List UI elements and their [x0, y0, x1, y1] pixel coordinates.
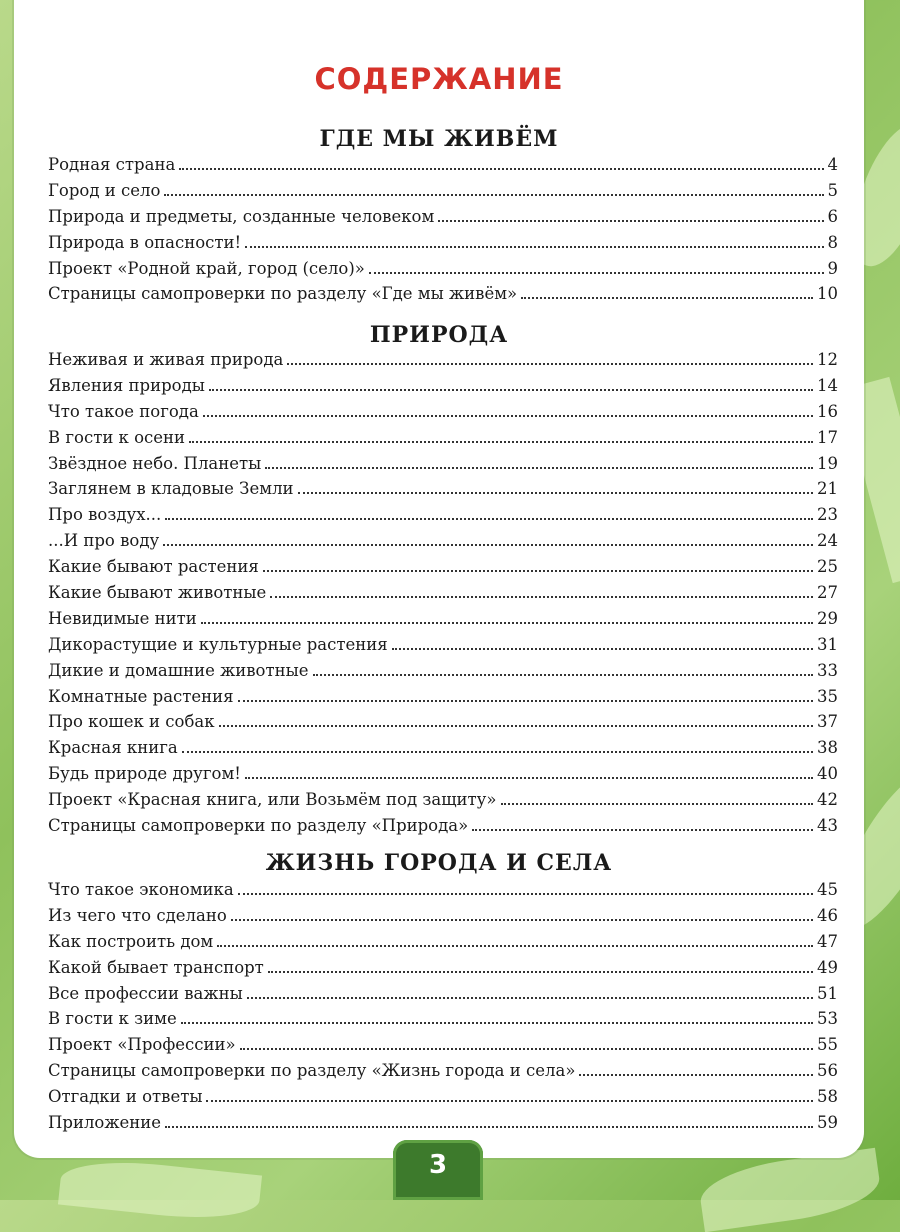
toc-entry-label: Проект «Родной край, город (село)»	[48, 258, 365, 278]
toc-entry-page: 9	[827, 258, 838, 278]
section-title: ПРИРОДА	[369, 322, 509, 348]
toc-entry-label: Из чего что сделано	[48, 905, 227, 925]
toc-entry-page: 19	[817, 453, 838, 473]
toc-entry-page: 46	[817, 905, 838, 925]
toc-entry-label: Приложение	[48, 1113, 162, 1133]
toc-entry-label: Красная книга	[48, 738, 178, 758]
toc-entry-page: 12	[817, 350, 838, 369]
toc-entry-page: 14	[817, 375, 838, 395]
dot-leader	[206, 1100, 813, 1102]
background-leaf	[58, 1155, 262, 1226]
toc-entry-label: Родная страна	[48, 155, 176, 174]
toc-entry-page: 37	[817, 712, 838, 732]
dot-leader	[521, 297, 813, 299]
toc-entry-page: 16	[817, 401, 838, 421]
toc-entry-label: Природа и предметы, созданные человеком	[48, 206, 435, 226]
toc-entry[interactable]	[48, 479, 838, 505]
toc-entry-page: 17	[817, 427, 838, 447]
toc-entry[interactable]	[48, 764, 838, 790]
dot-leader	[240, 1048, 813, 1050]
toc-entry-page: 59	[817, 1113, 838, 1133]
toc-entry-label: Как построить дом	[48, 931, 214, 951]
toc-entry-label: Природа в опасности!	[48, 232, 242, 252]
dot-leader	[265, 467, 813, 469]
toc-section-3	[48, 880, 838, 1139]
toc-entry[interactable]	[48, 906, 838, 932]
toc-entry-page: 42	[817, 790, 838, 810]
toc-entry-page: 53	[817, 1009, 838, 1029]
toc-entry[interactable]	[48, 609, 838, 635]
toc-entry-label: Проект «Красная книга, или Возьмём под защиту»	[48, 790, 497, 810]
toc-entry[interactable]	[48, 181, 838, 207]
toc-entry-page: 49	[817, 957, 838, 977]
toc-entry-page: 51	[817, 983, 838, 1003]
toc-entry[interactable]	[48, 984, 838, 1010]
toc-entry-page: 23	[817, 505, 838, 525]
dot-leader	[270, 596, 813, 598]
toc-entry[interactable]	[48, 376, 838, 402]
toc-entry-page: 33	[817, 660, 838, 680]
toc-entry-label: В гости к зиме	[48, 1009, 177, 1029]
dot-leader	[231, 919, 813, 921]
dot-leader	[182, 751, 813, 753]
toc-entry-label: Проект «Профессии»	[48, 1035, 236, 1055]
toc-entry-page: 10	[817, 284, 838, 304]
toc-entry[interactable]	[48, 284, 838, 310]
toc-entry-page: 25	[817, 557, 838, 577]
dot-leader	[181, 1022, 813, 1024]
toc-entry[interactable]	[48, 661, 838, 687]
toc-entry-label: ...И про воду	[48, 531, 160, 551]
toc-entry[interactable]	[48, 687, 838, 713]
toc-entry-page: 29	[817, 608, 838, 628]
toc-entry-label: Страницы самопроверки по разделу «Жизнь города и села»	[48, 1061, 576, 1081]
toc-entry-label: Что такое экономика	[48, 880, 234, 899]
toc-entry-label: Что такое погода	[48, 401, 199, 421]
dot-leader	[164, 194, 823, 196]
toc-entry[interactable]	[48, 259, 838, 285]
toc-entry-label: Отгадки и ответы	[48, 1087, 203, 1107]
content-page	[14, 0, 864, 1158]
toc-entry[interactable]	[48, 1087, 838, 1113]
toc-entry[interactable]	[48, 790, 838, 816]
toc-entry[interactable]	[48, 428, 838, 454]
toc-entry-label: Страницы самопроверки по разделу «Природа»	[48, 816, 469, 836]
toc-entry-label: Неживая и живая природа	[48, 350, 284, 369]
toc-entry[interactable]	[48, 402, 838, 428]
toc-entry[interactable]	[48, 155, 838, 181]
page-number: 3	[428, 1150, 448, 1180]
toc-entry-label: Явления природы	[48, 375, 205, 395]
toc-entry-label: Какой бывает транспорт	[48, 957, 264, 977]
dot-leader	[298, 492, 813, 494]
toc-entry-label: Будь природе другом!	[48, 764, 241, 784]
toc-entry[interactable]	[48, 635, 838, 661]
background-leaf	[697, 1148, 884, 1232]
dot-leader	[268, 971, 813, 973]
toc-entry[interactable]	[48, 932, 838, 958]
toc-entry-page: 55	[817, 1035, 838, 1055]
toc-entry[interactable]	[48, 880, 838, 906]
toc-section-1	[48, 155, 838, 310]
toc-entry-page: 56	[817, 1061, 838, 1081]
page-number-tab	[393, 1140, 483, 1200]
toc-entry-page: 8	[827, 232, 838, 252]
dot-leader	[438, 220, 823, 222]
toc-entry[interactable]	[48, 557, 838, 583]
dot-leader	[219, 725, 813, 727]
dot-leader	[209, 389, 813, 391]
toc-entry-page: 43	[817, 816, 838, 836]
toc-entry-page: 47	[817, 931, 838, 951]
toc-entry[interactable]	[48, 1009, 838, 1035]
dot-leader	[287, 363, 813, 365]
toc-entry-label: Звёздное небо. Планеты	[48, 453, 262, 473]
dot-leader	[238, 893, 813, 895]
toc-entry-label: Все профессии важны	[48, 983, 243, 1003]
dot-leader	[245, 246, 823, 248]
toc-entry-label: Страницы самопроверки по разделу «Где мы живём»	[48, 284, 518, 304]
toc-entry-page: 31	[817, 634, 838, 654]
toc-entry[interactable]	[48, 233, 838, 259]
dot-leader	[201, 622, 813, 624]
toc-entry[interactable]	[48, 583, 838, 609]
toc-entry-label: Какие бывают животные	[48, 583, 267, 603]
dot-leader	[179, 168, 823, 170]
dot-leader	[217, 945, 813, 947]
section-title: ГДЕ МЫ ЖИВЁМ	[319, 126, 559, 152]
toc-entry[interactable]	[48, 958, 838, 984]
dot-leader	[369, 272, 824, 274]
toc-entry[interactable]	[48, 505, 838, 531]
toc-entry-page: 5	[827, 180, 838, 200]
toc-entry-page: 58	[817, 1087, 838, 1107]
dot-leader	[245, 777, 813, 779]
toc-entry[interactable]	[48, 350, 838, 376]
toc-entry[interactable]	[48, 1061, 838, 1087]
dot-leader	[165, 518, 813, 520]
toc-entry-page: 27	[817, 583, 838, 603]
toc-entry-page: 24	[817, 531, 838, 551]
toc-entry-page: 4	[827, 155, 838, 174]
toc-entry-label: Дикие и домашние животные	[48, 660, 309, 680]
toc-entry-label: Комнатные растения	[48, 686, 234, 706]
toc-entry[interactable]	[48, 454, 838, 480]
toc-entry[interactable]	[48, 1035, 838, 1061]
toc-entry[interactable]	[48, 207, 838, 233]
toc-entry-page: 40	[817, 764, 838, 784]
dot-leader	[263, 570, 813, 572]
toc-entry-label: Про воздух...	[48, 505, 162, 525]
toc-entry[interactable]	[48, 712, 838, 738]
toc-entry-page: 6	[827, 206, 838, 226]
dot-leader	[165, 1126, 813, 1128]
toc-entry[interactable]	[48, 816, 838, 842]
toc-entry-page: 35	[817, 686, 838, 706]
dot-leader	[247, 997, 813, 999]
dot-leader	[189, 441, 813, 443]
dot-leader	[203, 415, 813, 417]
toc-entry-label: Какие бывают растения	[48, 557, 259, 577]
dot-leader	[579, 1074, 813, 1076]
dot-leader	[392, 648, 813, 650]
toc-entry[interactable]	[48, 531, 838, 557]
toc-entry-page: 21	[817, 479, 838, 499]
toc-entry-label: Дикорастущие и культурные растения	[48, 634, 388, 654]
toc-entry-label: В гости к осени	[48, 427, 186, 447]
toc-entry-page: 45	[817, 880, 838, 899]
toc-entry-label: Невидимые нити	[48, 608, 197, 628]
toc-entry[interactable]	[48, 738, 838, 764]
toc-entry-label: Заглянем в кладовые Земли	[48, 479, 294, 499]
dot-leader	[163, 544, 813, 546]
dot-leader	[313, 674, 813, 676]
toc-entry-label: Про кошек и собак	[48, 712, 215, 732]
dot-leader	[501, 803, 814, 805]
dot-leader	[238, 700, 813, 702]
toc-section-2	[48, 350, 838, 842]
toc-entry[interactable]	[48, 1113, 838, 1139]
toc-entry-label: Город и село	[48, 180, 161, 200]
section-title: ЖИЗНЬ ГОРОДА И СЕЛА	[265, 850, 613, 876]
dot-leader	[472, 829, 813, 831]
page-title: СОДЕРЖАНИЕ	[314, 62, 564, 96]
toc-entry-page: 38	[817, 738, 838, 758]
